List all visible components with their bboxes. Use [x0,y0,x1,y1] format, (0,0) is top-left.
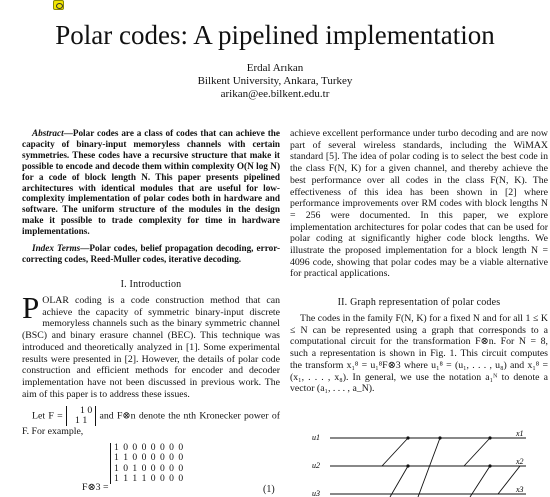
graph-edge-4 [464,438,490,466]
paper-title: Polar codes: A pipelined implementation [55,20,495,50]
equation-label: F⊗3 = [82,482,109,493]
input-label-u2: u2 [312,461,320,470]
author-name: Erdal Arıkan [246,62,304,74]
graph-text [290,313,548,395]
index-terms-text: —Polar codes, belief propagation decoding, error-correcting codes, Reed-Muller codes, iterative decoding. [22,243,281,264]
kronecker-matrix [110,443,232,484]
input-label-u3: u3 [312,489,320,497]
matrix-row-2: 1 1 0 0 0 0 0 0 [114,452,184,464]
equation-number: (1) [263,484,275,495]
output-label-x1: x1 [516,430,524,438]
F-row-2: 1 1 [74,415,88,427]
index-terms [22,243,280,265]
output-label-x2: x2 [516,457,524,466]
let-prefix: Let F = [32,410,63,422]
intro-paragraph-2 [22,406,280,438]
index-terms-label: Index Terms [32,243,81,254]
abstract-label: Abstract [32,128,64,138]
section-heading-graph: II. Graph representation of polar codes [337,297,501,308]
right-column [290,128,548,280]
author-affiliation: Bilkent University, Ankara, Turkey [197,75,353,87]
input-label-u1: u1 [312,433,320,442]
figure-1-graph [290,430,540,497]
author-email: arikan@ee.bilkent.edu.tr [220,88,330,100]
right-paragraph-2: The codes in the family F(N, K) for a fixed N and for all 1 ≤ K ≤ N can be represented using a graph that corresponds to a computational circuit for the transformation F⊗n. For N = 8, such a representation is shown in Fig. 1. This circuit computes the transform x₁⁸ = u₁⁸F⊗3 where u₁⁸ = (u₁, . . . , u₈) and x₁⁸ = (x₁, . . . , x₈). In general, we use the notation a₁ᴺ to denote a vector (a₁, . . . , a_N). [290,313,548,395]
pdf-annotation-icon[interactable] [53,0,64,10]
graph-node [488,464,491,467]
graph-node [438,436,441,439]
graph-edge-5 [470,466,490,497]
left-column [22,128,280,265]
matrix-row-3: 1 0 1 0 0 0 0 0 [114,462,184,474]
graph-node [406,436,409,439]
intro-paragraph-1: OLAR coding is a code construction method that can achieve the capacity of symmetric binary-input discrete memoryless channels such as the binary symmetric channel (BSC) and binary erasure channel (BEC). This technique was introduced and theoretically analyzed in [1]. Some experimental results were presented in [2]. However, the details of polar code construction and efficient methods for encoder and decoder implementation have not been discussed in previous work. The aim of this paper is to address these issues. [22,295,280,400]
graph-edge-3 [418,438,440,497]
let-suffix: and F⊗n denote the nth Kronecker power of F. For example, [22,410,280,438]
matrix-row-1: 1 0 0 0 0 0 0 0 [114,442,184,453]
graph-edge-2 [390,466,408,497]
graph-node [488,436,491,439]
intro-text [22,290,280,438]
abstract [22,128,280,237]
graph-edge-1 [382,438,408,466]
drop-cap: P [22,290,40,325]
right-paragraph-1: achieve excellent performance under turbo decoding and are now part of several wireless standards, including the WiMAX standard [5]. The idea of polar coding is to select the best code in the class F(N, K) for a given channel, and thereby achieve the best performance over all codes in the class F(N, K). The effectiveness of this idea has been shown in [2] where performance improvements over RM codes with block lengths N = 256 were documented. In this paper, we explore implementation architectures for polar codes that can be used for polar coding at significantly higher code block lengths. We illustrate the proposed implementation for a block length N = 4096 code, showing that polar codes may be a viable alternative for practical applications. [290,128,548,280]
abstract-text: —Polar codes are a class of codes that can achieve the capacity of binary-input memoryless channels with certain symmetries. These codes have a recursive structure that make it possible to encode and decode them within complexity O(N log N) for a code of block length N. This paper presents pipelined architectures with identical modules that are useful for low-complexity implementation of polar codes both in hardware and software. The uniform structure of the modules in the design make it possible to trade complexity for time in hardware implementations. [22,128,280,237]
output-label-x3: x3 [516,485,524,494]
graph-node [406,464,409,467]
matrix-row-4: 1 1 1 1 0 0 0 0 [114,472,184,484]
section-heading-introduction: I. Introduction [120,279,182,290]
F-matrix [66,406,96,426]
F-row-1: 1 0 [79,405,93,417]
